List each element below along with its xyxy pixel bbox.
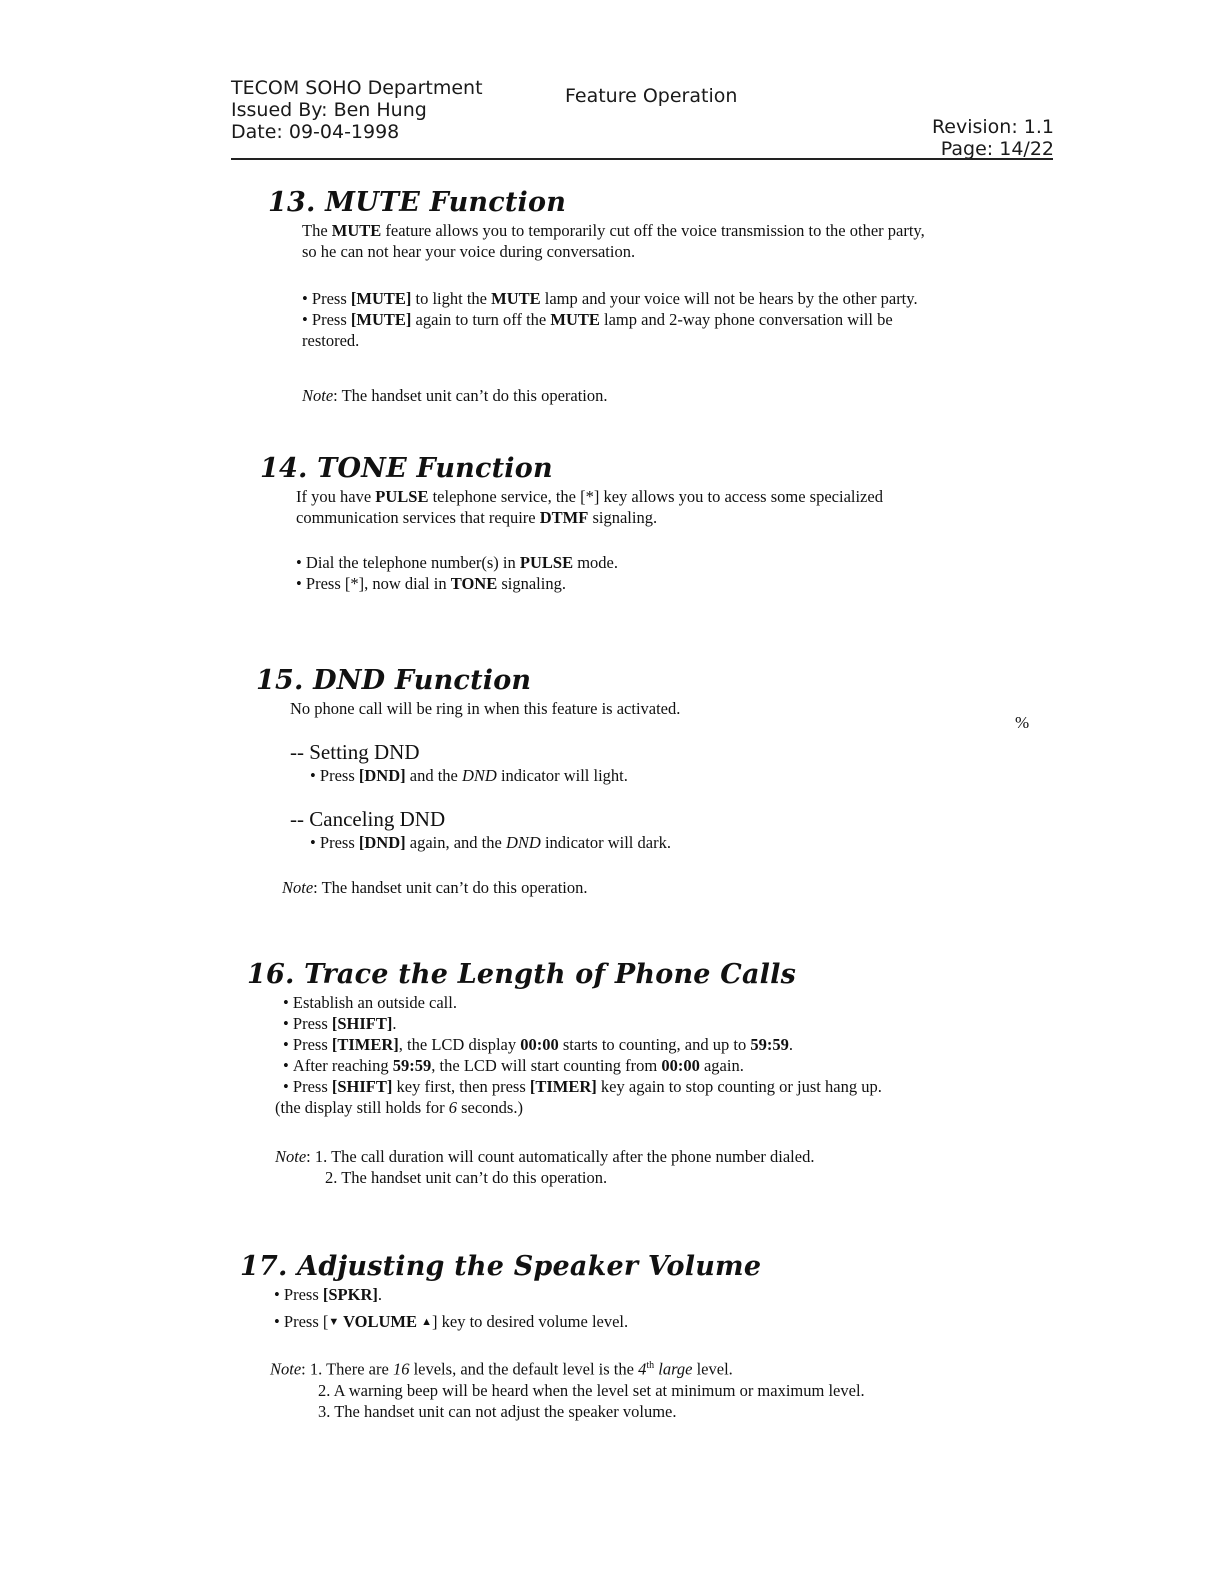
bullet-item: • Press [DND] again, and the DND indicator will dark. xyxy=(290,832,1046,853)
volume-down-icon: ▼ xyxy=(328,1316,340,1328)
section-heading: 17. Adjusting the Speaker Volume xyxy=(240,1251,762,1282)
section-heading: 15. DND Function xyxy=(256,665,532,696)
section-heading: 16. Trace the Length of Phone Calls xyxy=(247,959,796,990)
volume-up-icon: ▲ xyxy=(421,1316,433,1328)
header-left xyxy=(231,77,483,143)
section-mute xyxy=(268,186,1058,406)
bullet-item: • After reaching 59:59, the LCD will start counting from 00:00 again. xyxy=(283,1055,1047,1076)
section-trace-length xyxy=(247,958,1047,1188)
subsection-title-canceling: -- Canceling DND xyxy=(290,807,446,831)
bullet-item: • Press [TIMER], the LCD display 00:00 starts to counting, and up to 59:59. xyxy=(283,1034,1047,1055)
percent-mark: % xyxy=(1015,713,1030,732)
bullet-item: • Press [MUTE] again to turn off the MUTE lamp and 2-way phone conversation will be xyxy=(302,309,1058,330)
date: Date: 09-04-1998 xyxy=(231,121,400,143)
header-right xyxy=(932,116,1054,160)
bullet-item: • Press [DND] and the DND indicator will light. xyxy=(290,765,1046,786)
note: Note: The handset unit can’t do this operation. xyxy=(282,878,588,897)
section-heading: 14. TONE Function xyxy=(260,453,553,484)
note: Note: The handset unit can’t do this operation. xyxy=(302,386,608,405)
bullet-item: • Press [▼ VOLUME ▲] key to desired volume level. xyxy=(274,1311,1050,1333)
note-item: 3. The handset unit can not adjust the speaker volume. xyxy=(318,1401,677,1421)
bullet-item-cont: (the display still holds for 6 seconds.) xyxy=(275,1098,523,1117)
bullet-item: • Press [MUTE] to light the MUTE lamp and your voice will not be hears by the other party. xyxy=(302,288,1058,309)
section-intro: No phone call will be ring in when this feature is activated. xyxy=(290,699,681,718)
section-heading: 13. MUTE Function xyxy=(268,187,567,218)
bullet-item: • Press [*], now dial in TONE signaling. xyxy=(296,573,1050,594)
note-item: 2. The handset unit can’t do this operation. xyxy=(325,1168,608,1187)
issued-by: Issued By: Ben Hung xyxy=(231,99,427,121)
note-item: 2. A warning beep will be heard when the level set at minimum or maximum level. xyxy=(318,1380,865,1400)
bullet-item: • Press [SHIFT]. xyxy=(283,1013,1047,1034)
section-speaker-volume xyxy=(240,1250,1050,1422)
note: Note: 1. There are 16 levels, and the default level is the 4th large level. xyxy=(270,1359,733,1379)
revision: Revision: 1.1 xyxy=(931,116,1054,138)
section-dnd xyxy=(256,664,1046,898)
document-title: Feature Operation xyxy=(565,85,738,107)
section-tone xyxy=(260,452,1050,594)
bullet-item: • Establish an outside call. xyxy=(283,992,1047,1013)
department: TECOM SOHO Department xyxy=(231,77,483,99)
section-intro-cont: so he can not hear your voice during conversation. xyxy=(302,242,636,261)
bullet-item-cont: restored. xyxy=(302,331,360,350)
bullet-item: • Press [SHIFT] key first, then press [TIMER] key again to stop counting or just hang up. xyxy=(283,1076,1047,1097)
note: Note: 1. The call duration will count automatically after the phone number dialed. xyxy=(275,1147,815,1166)
section-intro: The MUTE feature allows you to temporarily cut off the voice transmission to the other party, xyxy=(302,221,925,240)
page-number: Page: 14/22 xyxy=(940,138,1054,160)
bullet-item: • Press [SPKR]. xyxy=(274,1284,1050,1305)
bullet-item: • Dial the telephone number(s) in PULSE mode. xyxy=(296,552,1050,573)
section-intro: If you have PULSE telephone service, the [*] key allows you to access some specialized xyxy=(296,487,883,506)
header-divider xyxy=(231,158,1053,160)
section-intro-cont: communication services that require DTMF signaling. xyxy=(296,508,658,527)
subsection-title-setting: -- Setting DND xyxy=(290,740,420,764)
